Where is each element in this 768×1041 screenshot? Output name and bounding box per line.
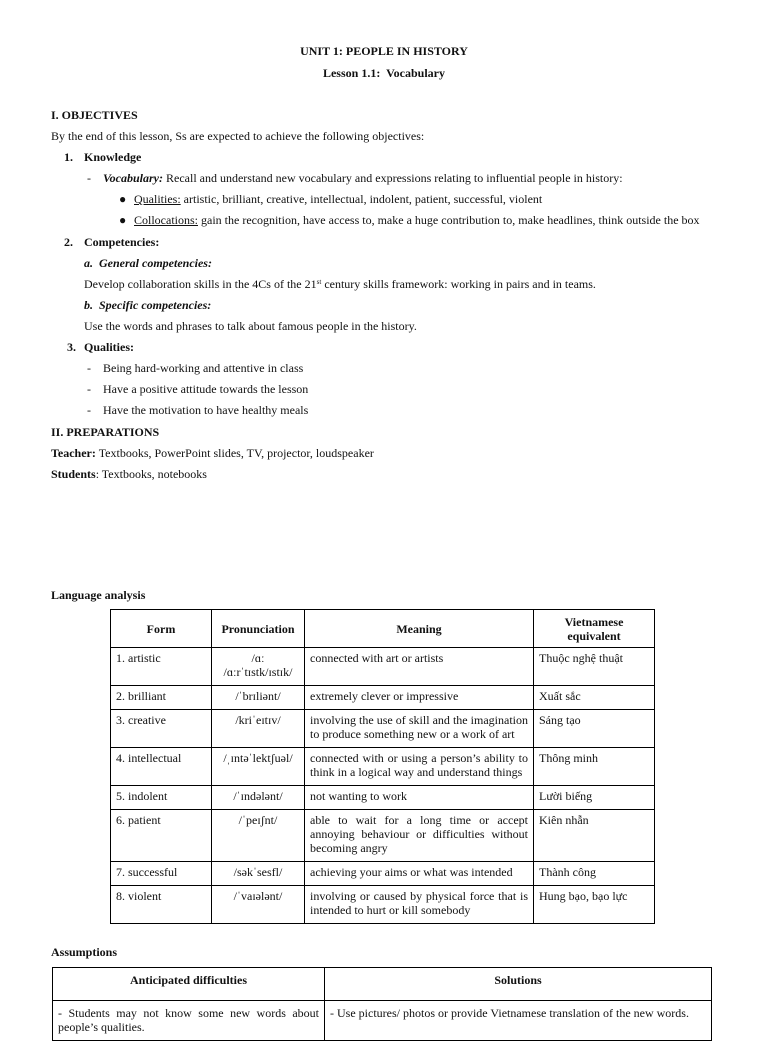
meaning-cell: involving or caused by physical force that is intended to hurt or kill somebody xyxy=(305,886,534,924)
form-cell: 4. intellectual xyxy=(111,748,212,786)
vietnamese-cell: Hung bạo, bạo lực xyxy=(534,886,655,924)
preparations-heading: II. PREPARATIONS xyxy=(51,425,160,439)
vocabulary-line xyxy=(103,170,623,186)
meaning-cell: connected with or using a person’s ability to think in a logical way and understand things xyxy=(305,748,534,786)
teacher-text: Textbooks, PowerPoint slides, TV, projector, loudspeaker xyxy=(98,446,374,460)
form-cell: 5. indolent xyxy=(111,786,212,810)
table-header-row xyxy=(53,968,712,1001)
pronunciation-cell: /kriˈeɪtɪv/ xyxy=(212,710,305,748)
teacher-label: Teacher: xyxy=(51,446,96,460)
column-header-vietnamese: Vietnamese equivalent xyxy=(534,610,655,648)
competencies-title: Competencies: xyxy=(84,235,160,249)
table-row xyxy=(111,748,655,786)
competencies-number: 2. xyxy=(64,235,73,249)
vietnamese-cell: Thuộc nghệ thuật xyxy=(534,648,655,686)
column-header-solutions: Solutions xyxy=(325,968,712,1001)
qualities-text: artistic, brilliant, creative, intellectual, indolent, patient, successful, violent xyxy=(183,192,543,206)
table-row xyxy=(111,786,655,810)
students-text: : Textbooks, notebooks xyxy=(95,467,207,481)
table-row xyxy=(111,648,655,686)
general-competencies-text: Develop collaboration skills in the 4Cs of the 21st century skills framework: working in pairs and in teams. xyxy=(84,277,596,291)
specific-label: b. xyxy=(84,298,93,312)
pronunciation-part: /ɑːrˈtɪstk/ɪstɪk/ xyxy=(223,665,293,679)
vocabulary-text: Recall and understand new vocabulary and expressions relating to influential people in history: xyxy=(166,171,623,185)
form-cell: 2. brilliant xyxy=(111,686,212,710)
bullet-dot: ● xyxy=(119,213,127,227)
form-cell: 7. successful xyxy=(111,862,212,886)
table-row xyxy=(111,862,655,886)
column-header-difficulties: Anticipated difficulties xyxy=(53,968,325,1001)
objectives-heading: I. OBJECTIVES xyxy=(51,108,138,122)
bullet-dash: - xyxy=(87,382,91,396)
form-cell: 3. creative xyxy=(111,710,212,748)
table-row xyxy=(111,810,655,862)
form-cell: 6. patient xyxy=(111,810,212,862)
general-competencies-heading xyxy=(84,255,212,271)
pronunciation-cell: /səkˈsesfl/ xyxy=(212,862,305,886)
meaning-cell: not wanting to work xyxy=(305,786,534,810)
difficulty-cell: - Students may not know some new words about people’s qualities. xyxy=(53,1001,325,1041)
collocations-label: Collocations: xyxy=(134,213,198,227)
bullet-dash: - xyxy=(87,171,91,185)
language-analysis-heading: Language analysis xyxy=(51,588,146,602)
qualities-number: 3. xyxy=(67,340,76,354)
pronunciation-cell: /ˈɪndələnt/ xyxy=(212,786,305,810)
specific-competencies-text: Use the words and phrases to talk about famous people in the history. xyxy=(84,319,417,333)
knowledge-title: Knowledge xyxy=(84,150,142,164)
pronunciation-cell: /ˌɪntəˈlektʃuəl/ xyxy=(212,748,305,786)
table-row xyxy=(111,886,655,924)
form-cell: 1. artistic xyxy=(111,648,212,686)
lesson-title xyxy=(0,65,768,81)
pronunciation-part: /ɑː xyxy=(251,651,265,665)
meaning-cell: involving the use of skill and the imagination to produce something new or a work of art xyxy=(305,710,534,748)
quality-item: Being hard-working and attentive in class xyxy=(103,361,304,375)
knowledge-number: 1. xyxy=(64,150,73,164)
vietnamese-cell: Thành công xyxy=(534,862,655,886)
qualities-label: Qualities: xyxy=(134,192,181,206)
lesson-name: Vocabulary xyxy=(386,66,446,80)
pronunciation-cell xyxy=(212,648,305,686)
column-header-meaning: Meaning xyxy=(305,610,534,648)
collocations-line xyxy=(134,212,700,228)
quality-item: Have the motivation to have healthy meals xyxy=(103,403,309,417)
specific-competencies-heading xyxy=(84,297,211,313)
pronunciation-cell: /ˈvaɪələnt/ xyxy=(212,886,305,924)
vocabulary-table xyxy=(110,609,655,924)
assumptions-table xyxy=(52,967,712,1041)
lesson-prefix: Lesson 1.1: xyxy=(322,66,381,80)
table-header-row xyxy=(111,610,655,648)
students-label: Students xyxy=(51,467,96,481)
general-label: a. xyxy=(84,256,93,270)
meaning-cell: able to wait for a long time or accept annoying behaviour or difficulties without becoming angry xyxy=(305,810,534,862)
teacher-line xyxy=(51,445,374,461)
table-row xyxy=(111,686,655,710)
vietnamese-cell: Sáng tạo xyxy=(534,710,655,748)
objectives-intro: By the end of this lesson, Ss are expected to achieve the following objectives: xyxy=(51,129,425,143)
column-header-form: Form xyxy=(111,610,212,648)
meaning-cell: connected with art or artists xyxy=(305,648,534,686)
meaning-cell: extremely clever or impressive xyxy=(305,686,534,710)
meaning-cell: achieving your aims or what was intended xyxy=(305,862,534,886)
bullet-dash: - xyxy=(87,403,91,417)
vietnamese-cell: Thông minh xyxy=(534,748,655,786)
students-line xyxy=(51,466,207,482)
column-header-pronunciation: Pronunciation xyxy=(212,610,305,648)
qualities-line xyxy=(134,191,542,207)
collocations-text: gain the recognition, have access to, make a huge contribution to, make headlines, think outside the box xyxy=(201,213,700,227)
quality-item: Have a positive attitude towards the lesson xyxy=(103,382,309,396)
vietnamese-cell: Xuất sắc xyxy=(534,686,655,710)
assumptions-heading: Assumptions xyxy=(51,945,118,959)
table-row xyxy=(53,1001,712,1041)
solution-cell: - Use pictures/ photos or provide Vietnamese translation of the new words. xyxy=(325,1001,712,1041)
bullet-dash: - xyxy=(87,361,91,375)
specific-title: Specific competencies: xyxy=(99,298,212,312)
pronunciation-cell: /ˈpeɪʃnt/ xyxy=(212,810,305,862)
form-cell: 8. violent xyxy=(111,886,212,924)
pronunciation-cell: /ˈbrɪliənt/ xyxy=(212,686,305,710)
bullet-dot: ● xyxy=(119,192,127,206)
qualities-title: Qualities: xyxy=(84,340,134,354)
table-row xyxy=(111,710,655,748)
unit-title: UNIT 1: PEOPLE IN HISTORY xyxy=(300,44,468,58)
general-title: General competencies: xyxy=(99,256,212,270)
vietnamese-cell: Lười biếng xyxy=(534,786,655,810)
vocabulary-label: Vocabulary: xyxy=(103,171,163,185)
vietnamese-cell: Kiên nhẫn xyxy=(534,810,655,862)
